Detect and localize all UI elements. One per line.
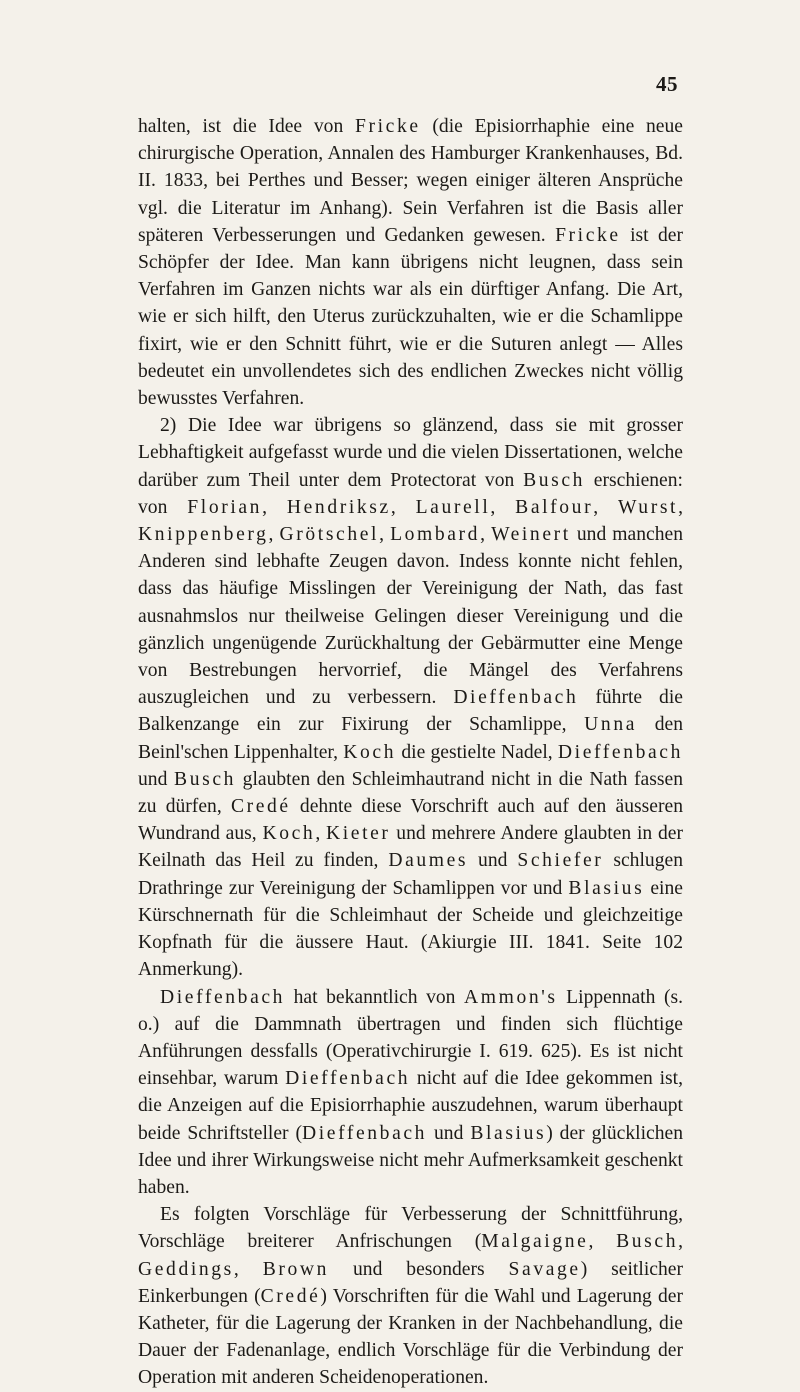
text-run: 2) Die Idee war übrigens so glänzend, dass sie mit grosser Lebhaftigkeit aufgefasst wurde und die vielen Dissertationen, welche darüber zum Theil unter dem Protectorat von bbox=[138, 415, 683, 491]
text-run: und manchen Anderen sind lebhafte Zeugen davon. Indess konnte nicht fehlen, dass das häufige Misslingen der Vereinigung der Nath, das fast ausnahmslos nur theilweise Gelingen dieser Vereinigung und die gänzlich ungenügende Zurückhaltung der Gebärmutter eine Menge von Bestrebungen hervorrief, die Mängel des Verfahrens auszugleichen und zu verbessern. bbox=[138, 524, 684, 709]
author-name: Unna bbox=[584, 714, 638, 736]
author-name: Savage bbox=[508, 1258, 581, 1280]
text-run: , bbox=[315, 823, 326, 845]
paragraph bbox=[138, 412, 683, 983]
author-name: Dieffenbach bbox=[302, 1122, 428, 1144]
author-name: Dieffenbach bbox=[557, 741, 683, 763]
text-run: erschienen: von bbox=[138, 469, 683, 518]
text-run: dehnte diese Vorschrift auch auf den äusseren Wundrand aus, bbox=[138, 796, 684, 845]
author-name: Schiefer bbox=[517, 850, 604, 872]
author-name: Dieffenbach bbox=[453, 687, 579, 709]
text-run: und bbox=[427, 1122, 471, 1144]
author-name: Weinert bbox=[491, 524, 571, 546]
paragraph bbox=[138, 113, 683, 412]
paragraph bbox=[138, 1201, 683, 1391]
text-run: hat bekanntlich von bbox=[285, 986, 465, 1008]
text-run: ) der glücklichen Idee und ihrer Wirkungsweise nicht mehr Aufmerksamkeit geschenkt haben. bbox=[138, 1122, 684, 1198]
author-name: Dieffenbach bbox=[285, 1068, 411, 1090]
author-name: Daumes bbox=[388, 850, 469, 872]
text-run: eine Kürschnernath für die Schleimhaut der Scheide und gleichzeitige Kopfnath für die äussere Haut. (Akiurgie III. 1841. Seite 102 Anmerkung). bbox=[138, 877, 683, 981]
text-run: , bbox=[490, 496, 516, 518]
text-run: und mehrere Andere glaubten in der Keilnath das Heil zu finden, bbox=[138, 823, 684, 872]
text-run: , bbox=[588, 1231, 617, 1253]
text-run: die gestielte Nadel, bbox=[396, 741, 558, 763]
author-name: Dieffenbach bbox=[160, 986, 286, 1008]
text-run: und bbox=[138, 768, 175, 790]
text-run: , bbox=[379, 524, 391, 546]
author-name: Lombard bbox=[390, 524, 481, 546]
text-run: (die Episiorrhaphie eine neue chirurgische Operation, Annalen des Hamburger Krankenhauses, Bd. II. 1833, bei Perthes und Besser; wegen einiger älteren Ansprüche vgl. die Literatur im Anhang). Sein Verfahren ist die Basis aller späteren Verbesserungen und Gedanken gewesen. bbox=[138, 116, 683, 246]
author-name: Blasius bbox=[470, 1122, 547, 1144]
text-run: den Beinl'schen Lippenhalter, bbox=[138, 714, 683, 763]
author-name: Knippenberg bbox=[138, 524, 269, 546]
body-text bbox=[138, 113, 683, 1392]
text-run: halten, ist die Idee von bbox=[138, 116, 355, 137]
author-name: Florian bbox=[187, 496, 263, 518]
author-name: Blasius bbox=[568, 877, 645, 899]
text-run: Lippennath (s. o.) auf die Dammnath übertragen und finden sich flüchtige Anführungen dessfalls (Operativchirurgie I. 619. 625). Es ist nicht einsehbar, warum bbox=[138, 986, 683, 1090]
text-run: , bbox=[268, 524, 280, 546]
author-name: Credé bbox=[260, 1285, 321, 1307]
author-name: Laurell bbox=[415, 496, 491, 518]
author-name: Koch bbox=[262, 823, 316, 845]
text-run: ist der Schöpfer der Idee. Man kann übrigens nicht leugnen, dass sein Verfahren im Ganzen nichts war als ein dürftiger Anfang. Die Art, wie er sich hilft, den Uterus zurückzuhalten, wie er die Schamlippe fixirt, wie er den Schnitt führt, wie er die Suturen anlegt — Alles bedeutet ein unvollendetes sich des endlichen Zweckes nicht völlig bewusstes Verfahren. bbox=[138, 224, 684, 410]
author-name: Geddings bbox=[138, 1258, 234, 1280]
text-run: und bbox=[468, 850, 518, 872]
author-name: Busch bbox=[616, 1231, 679, 1253]
text-run: glaubten den Schleimhautrand nicht in die Nath fassen zu dürfen, bbox=[138, 768, 683, 818]
page-number: 45 bbox=[656, 72, 678, 96]
author-name: Credé bbox=[230, 796, 291, 818]
text-run: , bbox=[678, 496, 684, 518]
text-run: , bbox=[480, 524, 492, 546]
text-run: nicht auf die Idee gekommen ist, die Anzeigen auf die Episiorrhaphie auszudehnen, warum überhaupt beide Schriftsteller ( bbox=[138, 1068, 683, 1144]
text-run: Es folgten Vorschläge für Verbesserung der Schnittführung, Vorschläge breiterer Anfrischungen ( bbox=[138, 1204, 683, 1253]
text-run: , bbox=[262, 496, 287, 518]
text-run: , bbox=[678, 1231, 683, 1253]
author-name: Wurst bbox=[618, 496, 679, 518]
text-run: ) seitlicher Einkerbungen ( bbox=[138, 1258, 683, 1307]
text-run: , bbox=[593, 496, 618, 518]
text-run: , bbox=[390, 496, 416, 518]
paragraph bbox=[138, 984, 683, 1202]
text-run: ) Vorschriften für die Wahl und Lagerung der Katheter, für die Lagerung der Kranken in der Nachbehandlung, die Dauer der Fadenanlage, endlich Vorschläge für die Verbindung der Operation mit anderen Scheidenoperationen. bbox=[138, 1285, 683, 1389]
author-name: Brown bbox=[262, 1258, 330, 1280]
author-name: Busch bbox=[174, 768, 237, 790]
author-name: Balfour bbox=[515, 496, 594, 518]
author-name: Koch bbox=[343, 741, 397, 763]
author-name: Fricke bbox=[555, 224, 621, 246]
author-name: Busch bbox=[523, 469, 586, 491]
text-run: , bbox=[233, 1258, 263, 1280]
author-name: Ammon's bbox=[464, 986, 558, 1008]
text-run: und besonders bbox=[329, 1258, 509, 1280]
author-name: Malgaigne bbox=[481, 1231, 589, 1253]
author-name: Fricke bbox=[354, 116, 421, 137]
author-name: Hendriksz bbox=[286, 496, 391, 518]
text-run: führte die Balkenzange ein zur Fixirung der Schamlippe, bbox=[138, 687, 683, 736]
author-name: Grötschel bbox=[279, 524, 380, 546]
author-name: Kieter bbox=[325, 823, 391, 845]
text-run: schlugen Drathringe zur Vereinigung der Schamlippen vor und bbox=[138, 850, 683, 899]
